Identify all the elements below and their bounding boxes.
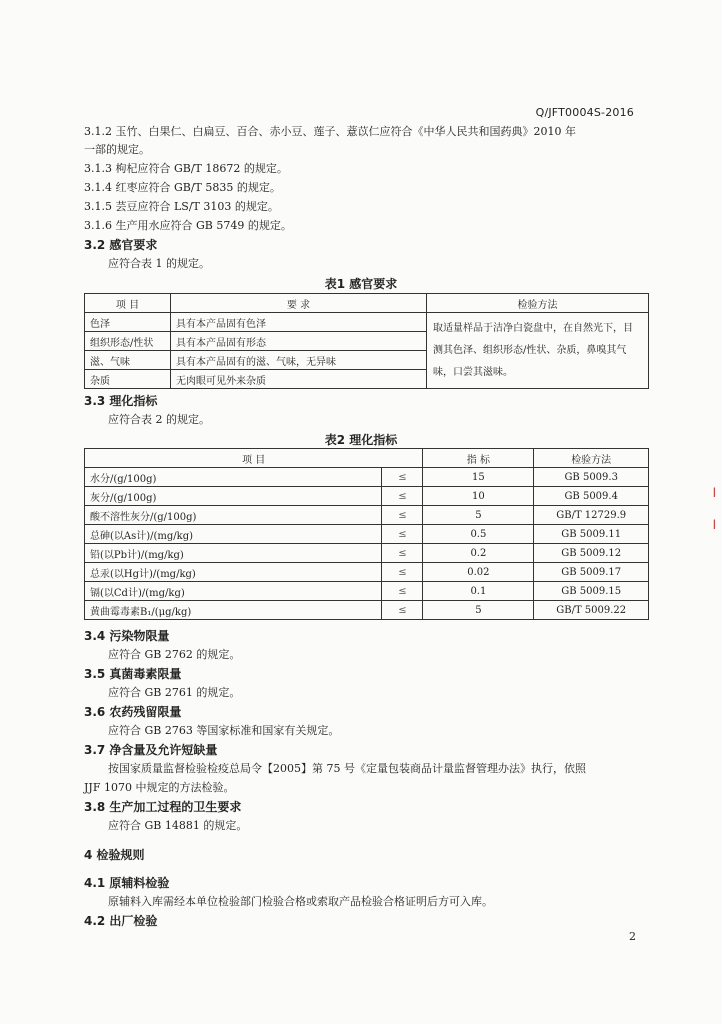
table-cell: 具有本产品固有形态: [171, 332, 427, 351]
table-cell: 0.02: [423, 563, 534, 582]
clause-3-1-4: 3.1.4 红枣应符合 GB/T 5835 的规定。: [84, 181, 281, 194]
clause-3-1-2: 3.1.2 玉竹、白果仁、白扁豆、百合、赤小豆、莲子、薏苡仁应符合《中华人民共和国药典》2010 年: [84, 125, 576, 138]
section-3-4: 3.4 污染物限量: [84, 629, 170, 643]
section-3-7-text: 按国家质量监督检验检疫总局令【2005】第 75 号《定量包装商品计量监督管理办法》执行，依照: [108, 762, 586, 775]
table-cell: 组织形态/性状: [85, 332, 171, 351]
table-cell: 色泽: [85, 313, 171, 332]
table-row: [85, 601, 649, 620]
table-row: [85, 582, 649, 601]
table-cell: 杂质: [85, 370, 171, 389]
section-3-8: 3.8 生产加工过程的卫生要求: [84, 800, 242, 814]
le-symbol: ≤: [382, 544, 423, 563]
le-symbol: ≤: [382, 487, 423, 506]
le-symbol: ≤: [382, 601, 423, 620]
table-cell: GB/T 12729.9: [534, 506, 649, 525]
table-row: [85, 525, 649, 544]
table-row: [85, 313, 649, 332]
section-3-8-text: 应符合 GB 14881 的规定。: [108, 819, 248, 832]
table-row: [85, 506, 649, 525]
table-header: 检验方法: [427, 294, 649, 313]
table-cell: GB/T 5009.22: [534, 601, 649, 620]
scan-edge-mark: ┃: [712, 520, 717, 529]
table-cell: 无肉眼可见外来杂质: [171, 370, 427, 389]
section-3-2-text: 应符合表 1 的规定。: [108, 257, 210, 270]
section-3-2: 3.2 感官要求: [84, 238, 158, 252]
table-cell: GB 5009.4: [534, 487, 649, 506]
table1-caption: 表1 感官要求: [324, 277, 398, 291]
table2-caption: 表2 理化指标: [324, 433, 398, 447]
section-4: 4 检验规则: [84, 848, 145, 862]
table-cell: 总砷(以As计)/(mg/kg): [85, 525, 382, 544]
section-3-6-text: 应符合 GB 2763 等国家标准和国家有关规定。: [108, 724, 340, 737]
table-row: [85, 468, 649, 487]
section-4-1: 4.1 原辅料检验: [84, 876, 170, 890]
table-header: 项 目: [85, 449, 423, 468]
table-cell: 总汞(以Hg计)/(mg/kg): [85, 563, 382, 582]
table-cell: 5: [423, 601, 534, 620]
table-cell: 0.1: [423, 582, 534, 601]
sensory-table: [84, 293, 649, 389]
method-cell: 取适量样品于洁净白瓷盘中，在自然光下，目测其色泽、组织形态/性状、杂质，鼻嗅其气味，口尝其滋味。: [427, 313, 649, 389]
table-cell: 具有本产品固有色泽: [171, 313, 427, 332]
table-header: 检验方法: [534, 449, 649, 468]
table-cell: GB 5009.3: [534, 468, 649, 487]
section-4-2: 4.2 出厂检验: [84, 914, 158, 928]
table-header: 项 目: [85, 294, 171, 313]
le-symbol: ≤: [382, 468, 423, 487]
clause-3-1-3: 3.1.3 枸杞应符合 GB/T 18672 的规定。: [84, 162, 288, 175]
physicochemical-table: [84, 448, 649, 620]
clause-3-1-6: 3.1.6 生产用水应符合 GB 5749 的规定。: [84, 219, 292, 232]
table-cell: 黄曲霉毒素B₁/(μg/kg): [85, 601, 382, 620]
table-cell: GB 5009.11: [534, 525, 649, 544]
table-cell: 水分/(g/100g): [85, 468, 382, 487]
section-4-1-text: 原辅料入库需经本单位检验部门检验合格或索取产品检验合格证明后方可入库。: [108, 895, 493, 908]
table-cell: 10: [423, 487, 534, 506]
le-symbol: ≤: [382, 525, 423, 544]
table-header: 要 求: [171, 294, 427, 313]
section-3-5: 3.5 真菌毒素限量: [84, 667, 182, 681]
table-cell: 酸不溶性灰分/(g/100g): [85, 506, 382, 525]
section-3-7: 3.7 净含量及允许短缺量: [84, 743, 218, 757]
table-row: [85, 544, 649, 563]
table-row: [85, 487, 649, 506]
doc-code: Q/JFT0004S-2016: [535, 106, 634, 119]
section-3-7-text-cont: JJF 1070 中规定的方法检验。: [84, 781, 235, 794]
section-3-3-text: 应符合表 2 的规定。: [108, 413, 210, 426]
table-cell: 15: [423, 468, 534, 487]
section-3-3: 3.3 理化指标: [84, 394, 158, 408]
table-cell: GB 5009.17: [534, 563, 649, 582]
section-3-4-text: 应符合 GB 2762 的规定。: [108, 648, 241, 661]
table-cell: 5: [423, 506, 534, 525]
section-3-5-text: 应符合 GB 2761 的规定。: [108, 686, 241, 699]
table-cell: 灰分/(g/100g): [85, 487, 382, 506]
table-cell: GB 5009.15: [534, 582, 649, 601]
table-row: [85, 563, 649, 582]
le-symbol: ≤: [382, 506, 423, 525]
page-number: 2: [629, 930, 636, 943]
table-cell: 0.2: [423, 544, 534, 563]
le-symbol: ≤: [382, 563, 423, 582]
section-3-6: 3.6 农药残留限量: [84, 705, 182, 719]
table-cell: 具有本产品固有的滋、气味，无异味: [171, 351, 427, 370]
table-cell: 铅(以Pb计)/(mg/kg): [85, 544, 382, 563]
le-symbol: ≤: [382, 582, 423, 601]
clause-3-1-5: 3.1.5 芸豆应符合 LS/T 3103 的规定。: [84, 200, 279, 213]
scan-edge-mark: ┃: [712, 488, 717, 497]
table-cell: 镉(以Cd计)/(mg/kg): [85, 582, 382, 601]
table-cell: 滋、气味: [85, 351, 171, 370]
clause-3-1-2-cont: 一部的规定。: [84, 143, 150, 156]
table-cell: GB 5009.12: [534, 544, 649, 563]
table-header: 指 标: [423, 449, 534, 468]
table-cell: 0.5: [423, 525, 534, 544]
